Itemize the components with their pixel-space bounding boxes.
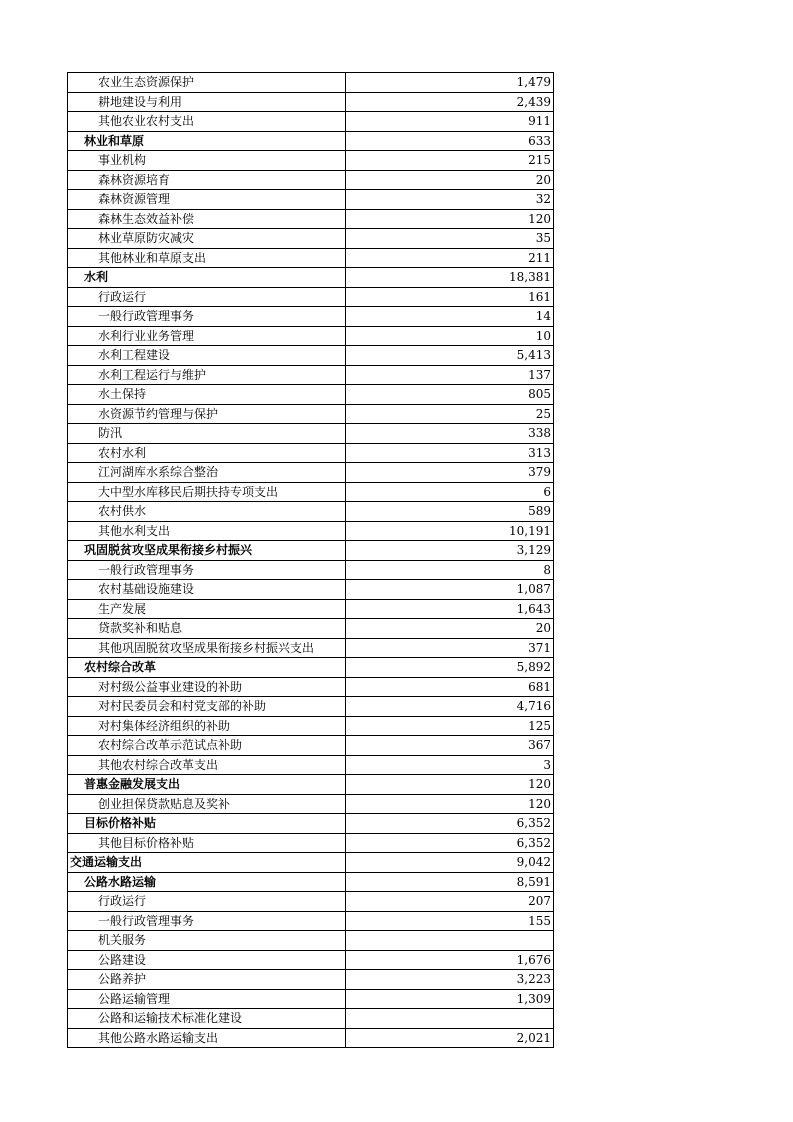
- item-name-cell: 创业担保贷款贴息及奖补: [68, 794, 346, 814]
- item-amount-cell: 1,479: [346, 73, 554, 93]
- item-amount-cell: 589: [346, 502, 554, 522]
- item-name-cell: 农村水利: [68, 443, 346, 463]
- item-name-cell: 其他水利支出: [68, 521, 346, 541]
- item-amount-cell: 10,191: [346, 521, 554, 541]
- budget-table-body: [68, 73, 554, 1048]
- item-amount-cell: 6,352: [346, 814, 554, 834]
- table-row: [68, 872, 554, 892]
- item-name-cell: 农村综合改革: [68, 658, 346, 678]
- item-name-cell: 对村级公益事业建设的补助: [68, 677, 346, 697]
- item-amount-cell: 20: [346, 619, 554, 639]
- table-row: [68, 580, 554, 600]
- item-amount-cell: 4,716: [346, 697, 554, 717]
- item-amount-cell: 1,676: [346, 950, 554, 970]
- table-row: [68, 287, 554, 307]
- item-name-cell: 行政运行: [68, 287, 346, 307]
- item-name-cell: 江河湖库水系综合整治: [68, 463, 346, 483]
- item-amount-cell: 18,381: [346, 268, 554, 288]
- table-row: [68, 190, 554, 210]
- item-name-cell: 水资源节约管理与保护: [68, 404, 346, 424]
- item-name-cell: 事业机构: [68, 151, 346, 171]
- item-name-cell: 水土保持: [68, 385, 346, 405]
- item-name-cell: 农村综合改革示范试点补助: [68, 736, 346, 756]
- item-name-cell: 水利行业业务管理: [68, 326, 346, 346]
- table-row: [68, 424, 554, 444]
- item-name-cell: 行政运行: [68, 892, 346, 912]
- item-amount-cell: 371: [346, 638, 554, 658]
- item-amount-cell: 9,042: [346, 853, 554, 873]
- item-amount-cell: 10: [346, 326, 554, 346]
- table-row: [68, 638, 554, 658]
- item-amount-cell: 5,413: [346, 346, 554, 366]
- table-row: [68, 833, 554, 853]
- item-name-cell: 大中型水库移民后期扶持专项支出: [68, 482, 346, 502]
- item-amount-cell: 14: [346, 307, 554, 327]
- table-row: [68, 599, 554, 619]
- item-amount-cell: 35: [346, 229, 554, 249]
- item-name-cell: 农村基础设施建设: [68, 580, 346, 600]
- table-row: [68, 521, 554, 541]
- table-row: [68, 775, 554, 795]
- item-name-cell: 公路和运输技术标准化建设: [68, 1009, 346, 1029]
- budget-table: [67, 72, 554, 1048]
- item-amount-cell: 211: [346, 248, 554, 268]
- item-name-cell: 耕地建设与利用: [68, 92, 346, 112]
- item-name-cell: 普惠金融发展支出: [68, 775, 346, 795]
- item-amount-cell: 1,087: [346, 580, 554, 600]
- item-amount-cell: 681: [346, 677, 554, 697]
- item-amount-cell: 25: [346, 404, 554, 424]
- item-name-cell: 交通运输支出: [68, 853, 346, 873]
- item-amount-cell: 155: [346, 911, 554, 931]
- table-row: [68, 365, 554, 385]
- item-name-cell: 一般行政管理事务: [68, 307, 346, 327]
- table-row: [68, 209, 554, 229]
- item-amount-cell: 911: [346, 112, 554, 132]
- table-row: [68, 755, 554, 775]
- table-row: [68, 911, 554, 931]
- table-row: [68, 814, 554, 834]
- item-name-cell: 森林资源管理: [68, 190, 346, 210]
- item-name-cell: 其他农村综合改革支出: [68, 755, 346, 775]
- table-row: [68, 853, 554, 873]
- item-amount-cell: 313: [346, 443, 554, 463]
- item-name-cell: 机关服务: [68, 931, 346, 951]
- item-amount-cell: 2,439: [346, 92, 554, 112]
- item-name-cell: 农村供水: [68, 502, 346, 522]
- item-name-cell: 水利: [68, 268, 346, 288]
- item-amount-cell: 120: [346, 775, 554, 795]
- table-row: [68, 697, 554, 717]
- item-amount-cell: 2,021: [346, 1028, 554, 1048]
- item-name-cell: 防汛: [68, 424, 346, 444]
- item-name-cell: 其他巩固脱贫攻坚成果衔接乡村振兴支出: [68, 638, 346, 658]
- item-name-cell: 公路建设: [68, 950, 346, 970]
- item-name-cell: 其他公路水路运输支出: [68, 1028, 346, 1048]
- item-amount-cell: 6,352: [346, 833, 554, 853]
- item-amount-cell: 125: [346, 716, 554, 736]
- item-amount-cell: 3,223: [346, 970, 554, 990]
- table-row: [68, 92, 554, 112]
- item-amount-cell: 338: [346, 424, 554, 444]
- table-row: [68, 794, 554, 814]
- table-row: [68, 463, 554, 483]
- item-name-cell: 巩固脱贫攻坚成果衔接乡村振兴: [68, 541, 346, 561]
- item-amount-cell: 5,892: [346, 658, 554, 678]
- item-name-cell: 一般行政管理事务: [68, 560, 346, 580]
- item-amount-cell: 1,309: [346, 989, 554, 1009]
- item-amount-cell: 367: [346, 736, 554, 756]
- table-row: [68, 541, 554, 561]
- table-row: [68, 1028, 554, 1048]
- item-amount-cell: 1,643: [346, 599, 554, 619]
- item-name-cell: 其他农业农村支出: [68, 112, 346, 132]
- item-amount-cell: 8,591: [346, 872, 554, 892]
- table-row: [68, 112, 554, 132]
- item-name-cell: 对村民委员会和村党支部的补助: [68, 697, 346, 717]
- item-amount-cell: 3,129: [346, 541, 554, 561]
- item-amount-cell: 215: [346, 151, 554, 171]
- item-name-cell: 公路运输管理: [68, 989, 346, 1009]
- item-name-cell: 林业和草原: [68, 131, 346, 151]
- table-row: [68, 677, 554, 697]
- item-amount-cell: 137: [346, 365, 554, 385]
- item-name-cell: 森林资源培育: [68, 170, 346, 190]
- item-amount-cell: 633: [346, 131, 554, 151]
- item-name-cell: 贷款奖补和贴息: [68, 619, 346, 639]
- table-row: [68, 970, 554, 990]
- table-row: [68, 989, 554, 1009]
- table-row: [68, 736, 554, 756]
- item-name-cell: 其他林业和草原支出: [68, 248, 346, 268]
- table-row: [68, 560, 554, 580]
- item-amount-cell: 161: [346, 287, 554, 307]
- table-row: [68, 131, 554, 151]
- item-amount-cell: 8: [346, 560, 554, 580]
- table-row: [68, 658, 554, 678]
- table-row: [68, 346, 554, 366]
- item-amount-cell: 207: [346, 892, 554, 912]
- item-amount-cell: 6: [346, 482, 554, 502]
- item-name-cell: 森林生态效益补偿: [68, 209, 346, 229]
- item-name-cell: 公路水路运输: [68, 872, 346, 892]
- table-row: [68, 892, 554, 912]
- item-amount-cell: [346, 931, 554, 951]
- item-amount-cell: 3: [346, 755, 554, 775]
- table-row: [68, 443, 554, 463]
- item-name-cell: 水利工程运行与维护: [68, 365, 346, 385]
- item-amount-cell: 120: [346, 209, 554, 229]
- item-name-cell: 生产发展: [68, 599, 346, 619]
- item-amount-cell: 120: [346, 794, 554, 814]
- item-amount-cell: 32: [346, 190, 554, 210]
- item-name-cell: 一般行政管理事务: [68, 911, 346, 931]
- item-name-cell: 公路养护: [68, 970, 346, 990]
- item-amount-cell: 379: [346, 463, 554, 483]
- table-row: [68, 619, 554, 639]
- table-row: [68, 268, 554, 288]
- item-name-cell: 对村集体经济组织的补助: [68, 716, 346, 736]
- table-row: [68, 1009, 554, 1029]
- table-row: [68, 229, 554, 249]
- item-name-cell: 农业生态资源保护: [68, 73, 346, 93]
- table-row: [68, 326, 554, 346]
- table-row: [68, 385, 554, 405]
- table-row: [68, 307, 554, 327]
- item-name-cell: 水利工程建设: [68, 346, 346, 366]
- table-row: [68, 248, 554, 268]
- table-row: [68, 931, 554, 951]
- table-row: [68, 716, 554, 736]
- table-row: [68, 151, 554, 171]
- table-row: [68, 482, 554, 502]
- table-row: [68, 170, 554, 190]
- item-name-cell: 目标价格补贴: [68, 814, 346, 834]
- table-row: [68, 404, 554, 424]
- table-row: [68, 502, 554, 522]
- item-name-cell: 其他目标价格补贴: [68, 833, 346, 853]
- table-row: [68, 950, 554, 970]
- item-amount-cell: [346, 1009, 554, 1029]
- item-amount-cell: 805: [346, 385, 554, 405]
- item-amount-cell: 20: [346, 170, 554, 190]
- table-row: [68, 73, 554, 93]
- item-name-cell: 林业草原防灾减灾: [68, 229, 346, 249]
